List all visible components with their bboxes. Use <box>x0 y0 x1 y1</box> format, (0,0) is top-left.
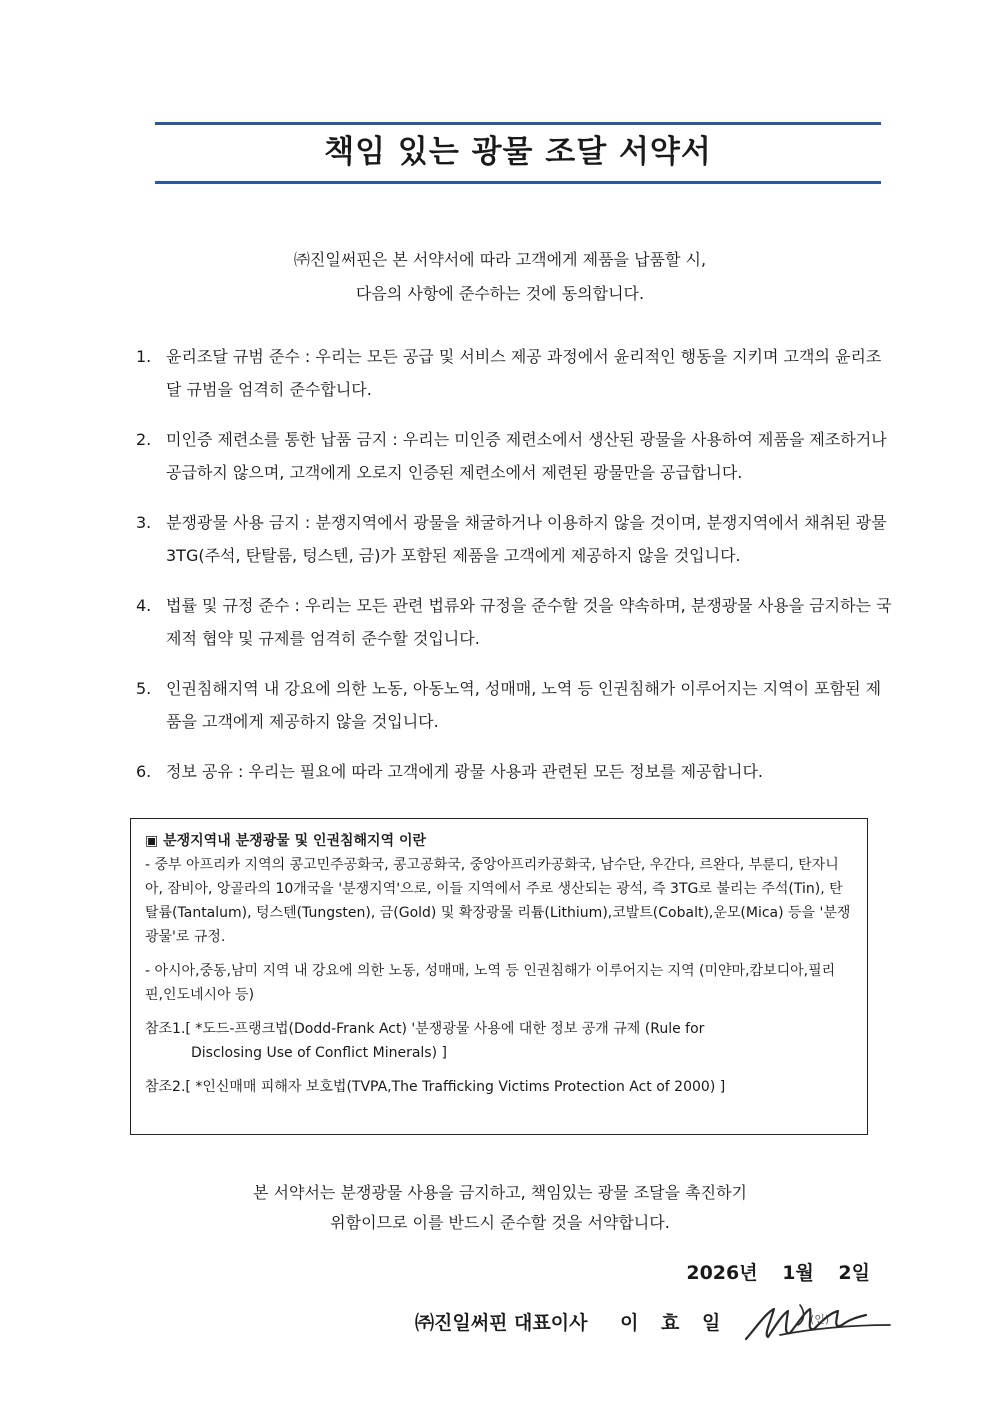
closing-line-2: 위함이므로 이를 반드시 준수할 것을 서약합니다. <box>330 1213 670 1232</box>
pledge-item-number: 6. <box>136 762 152 781</box>
pledge-item <box>136 423 892 489</box>
signer-name: 이 효 일 <box>620 1312 729 1334</box>
pledge-item <box>136 755 892 788</box>
signer-company-title: ㈜진일써핀 대표이사 <box>415 1312 588 1334</box>
seal-mark: (인) <box>810 1313 830 1326</box>
reference-1 <box>145 1017 853 1065</box>
pledge-item-number: 3. <box>136 513 152 532</box>
title-bottom-rule <box>155 181 881 184</box>
pledge-item <box>136 506 892 572</box>
note-paragraph-conflict-regions: - 중부 아프리카 지역의 콩고민주공화국, 콩고공화국, 중앙아프리카공화국, 남수단, 우간다, 르완다, 부룬디, 탄자니아, 잠비아, 앙골라의 10개국을 '분쟁지역'으로, 이들 지역에서 주로 생산되는 광석, 즉 3TG로 불리는 주석(Tin), 탄탈륨(Tantalum), 텅스텐(Tungsten), 금(Gold) 및 확장광물 리튬(Lithium),코발트(Cobalt),운모(Mica) 등을 '분쟁광물'로 규정. <box>145 857 851 945</box>
reference-1-line-1: 참조1.[ *도드-프랭크법(Dodd-Frank Act) '분쟁광물 사용에 대한 정보 공개 규제 (Rule for <box>145 1021 705 1037</box>
date-day: 2일 <box>838 1262 870 1284</box>
pledge-item-number: 1. <box>136 347 152 366</box>
pledge-item-text: 정보 공유 : 우리는 필요에 따라 고객에게 광물 사용과 관련된 모든 정보를 제공합니다. <box>166 762 764 781</box>
pledge-item-number: 5. <box>136 679 152 698</box>
pledge-item-number: 2. <box>136 430 152 449</box>
signing-date <box>650 1258 870 1285</box>
handwritten-signature <box>740 1295 900 1350</box>
date-year: 2026년 <box>686 1262 758 1284</box>
pledge-item-text: 미인증 제련소를 통한 납품 금지 : 우리는 미인증 제련소에서 생산된 광물을 사용하여 제품을 제조하거나 공급하지 않으며, 고객에게 오로지 인증된 제련소에서 제련된 광물만을 공급합니다. <box>166 430 887 482</box>
signer-line <box>415 1308 728 1335</box>
intro-line-1: ㈜진일써핀은 본 서약서에 따라 고객에게 제품을 납품할 시, <box>293 250 707 269</box>
pledge-item-text: 법률 및 규정 준수 : 우리는 모든 관련 법류와 규정을 준수할 것을 약속하며, 분쟁광물 사용을 금지하는 국제적 협약 및 규제를 엄격히 준수할 것입니다. <box>166 596 892 648</box>
intro-paragraph <box>100 243 900 311</box>
intro-line-2: 다음의 사항에 준수하는 것에 동의합니다. <box>355 284 645 303</box>
pledge-item <box>136 672 892 738</box>
pledge-item-text: 분쟁광물 사용 금지 : 분쟁지역에서 광물을 채굴하거나 이용하지 않을 것이며, 분쟁지역에서 채취된 광물 3TG(주석, 탄탈룸, 텅스텐, 금)가 포함된 제품을 고객에게 제공하지 않을 것입니다. <box>166 513 887 565</box>
date-month: 1월 <box>782 1262 814 1284</box>
note-paragraph-human-rights-regions: - 아시아,중동,남미 지역 내 강요에 의한 노동, 성매매, 노역 등 인권침해가 이루어지는 지역 (미얀마,캄보디아,필리핀,인도네시아 등) <box>145 963 836 1003</box>
closing-line-1: 본 서약서는 분쟁광물 사용을 금지하고, 책임있는 광물 조달을 촉진하기 <box>253 1183 747 1202</box>
note-heading: ▣ 분쟁지역내 분쟁광물 및 인권침해지역 이란 <box>145 833 427 849</box>
signature-area <box>740 1295 900 1350</box>
pledge-item-text: 윤리조달 규범 준수 : 우리는 모든 공급 및 서비스 제공 과정에서 윤리적인 행동을 지키며 고객의 윤리조달 규범을 엄격히 준수합니다. <box>166 347 882 399</box>
pledge-item-number: 4. <box>136 596 152 615</box>
document-title: 책임 있는 광물 조달 서약서 <box>324 134 712 170</box>
pledge-list <box>136 340 892 805</box>
pledge-item <box>136 340 892 406</box>
pledge-item-text: 인권침해지역 내 강요에 의한 노동, 아동노역, 성매매, 노역 등 인권침해가 이루어지는 지역이 포함된 제품을 고객에게 제공하지 않을 것입니다. <box>166 679 882 731</box>
pledge-item <box>136 589 892 655</box>
reference-1-line-2: Disclosing Use of Conflict Minerals) ] <box>191 1045 447 1061</box>
closing-statement <box>100 1178 900 1238</box>
note-spacer <box>145 949 853 959</box>
reference-2: 참조2.[ *인신매매 피해자 보호법(TVPA,The Trafficking Victims Protection Act of 2000) ] <box>145 1079 726 1095</box>
title-top-rule <box>155 122 881 125</box>
definition-note-box <box>130 818 868 1135</box>
